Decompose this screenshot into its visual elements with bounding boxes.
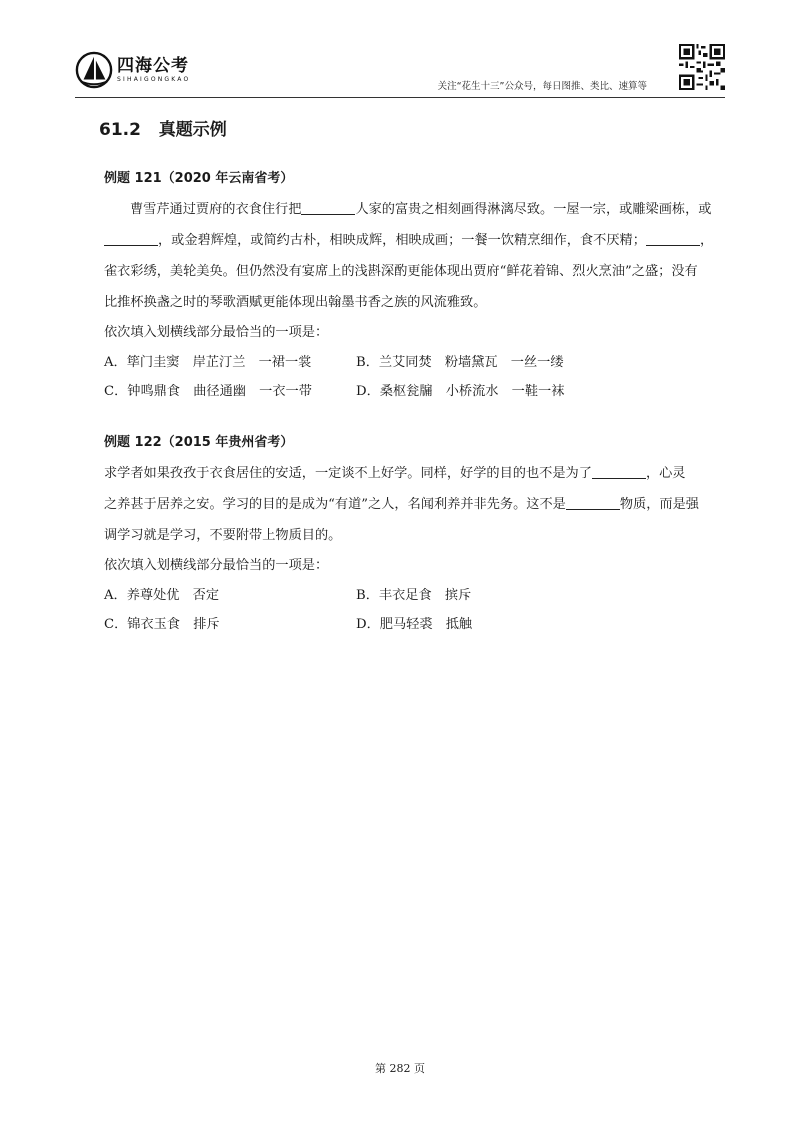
option-d[interactable]: D．肥马轻裘 抵触 — [356, 617, 473, 632]
option-d[interactable]: D．桑枢瓮牖 小桥流水 一鞋一袜 — [356, 384, 565, 399]
passage-line — [104, 287, 726, 318]
answer-blank — [301, 200, 355, 215]
passage-line — [104, 256, 726, 287]
passage-line — [104, 194, 726, 225]
passage-text: 调学习就是学习，不要附带上物质目的。 — [104, 528, 342, 543]
passage-text: ，心灵 — [645, 466, 686, 481]
answer-blank — [592, 464, 646, 479]
section-title — [99, 115, 227, 140]
logo — [75, 50, 190, 90]
options — [104, 581, 726, 639]
header-note: 关注“花生十三”公众号，每日图推、类比、速算等 — [437, 81, 647, 92]
logo-chinese: 四海公考 — [117, 56, 189, 76]
sailboat-logo-icon — [75, 51, 113, 89]
page-number: 第 282 页 — [375, 1062, 425, 1075]
passage-text: 物质，而是强 — [619, 497, 699, 512]
option-a[interactable]: A．筚门圭窦 岸芷汀兰 一裙一裳 — [104, 355, 312, 370]
qr-code-icon — [679, 44, 725, 90]
logo-english: SIHAIGONGKAO — [117, 76, 191, 83]
option-c[interactable]: C．钟鸣鼎食 曲径通幽 一衣一带 — [104, 384, 312, 399]
option-b[interactable]: B．丰衣足食 摈斥 — [356, 588, 472, 603]
passage-line — [104, 520, 726, 551]
passage-line — [104, 225, 726, 256]
section-heading: 真题示例 — [158, 120, 227, 140]
option-a[interactable]: A．养尊处优 否定 — [104, 588, 220, 603]
passage-text: 人家的富贵之相刻画得淋漓尽致。一屋一宗，或雕梁画栋，或 — [355, 202, 712, 217]
option-c[interactable]: C．锦衣玉食 排斥 — [104, 617, 220, 632]
option-b[interactable]: B．兰艾同焚 粉墙黛瓦 一丝一缕 — [356, 355, 564, 370]
answer-blank — [104, 231, 158, 246]
passage-text: ，或金碧辉煌，或简约古朴，相映成辉，相映成画；一餐一饮精烹细作，食不厌精； — [158, 233, 646, 248]
passage-text: 求学者如果孜孜于衣食居住的安适，一定谈不上好学。同样，好学的目的也不是为了 — [104, 466, 592, 481]
passage-text: 曹雪芹通过贾府的衣食住行把 — [130, 202, 302, 217]
example-121 — [104, 167, 726, 406]
instruction: 依次填入划横线部分最恰当的一项是： — [104, 325, 329, 340]
page-header — [75, 40, 725, 98]
example-title: 例题 121（2020 年云南省考） — [104, 171, 294, 186]
options — [104, 348, 726, 406]
instruction: 依次填入划横线部分最恰当的一项是： — [104, 558, 329, 573]
answer-blank — [566, 495, 620, 510]
answer-blank — [646, 231, 700, 246]
passage-text: 雀衣彩绣，美轮美奂。但仍然没有宴席上的浅斟深酌更能体现出贾府“鲜花着锦、烈火烹油”之盛；没有 — [104, 264, 698, 279]
passage-text: ， — [699, 233, 714, 248]
passage-line — [104, 458, 726, 489]
passage-text: 比推杯换盏之时的琴歌酒赋更能体现出翰墨书香之族的风流雅致。 — [104, 295, 487, 310]
passage-line — [104, 489, 726, 520]
section-number: 61.2 — [99, 120, 141, 140]
example-title: 例题 122（2015 年贵州省考） — [104, 435, 294, 450]
example-122 — [104, 431, 726, 639]
passage-text: 之养甚于居养之安。学习的目的是成为“有道”之人，名闻利养并非先务。这不是 — [104, 497, 566, 512]
header-divider — [75, 97, 725, 98]
